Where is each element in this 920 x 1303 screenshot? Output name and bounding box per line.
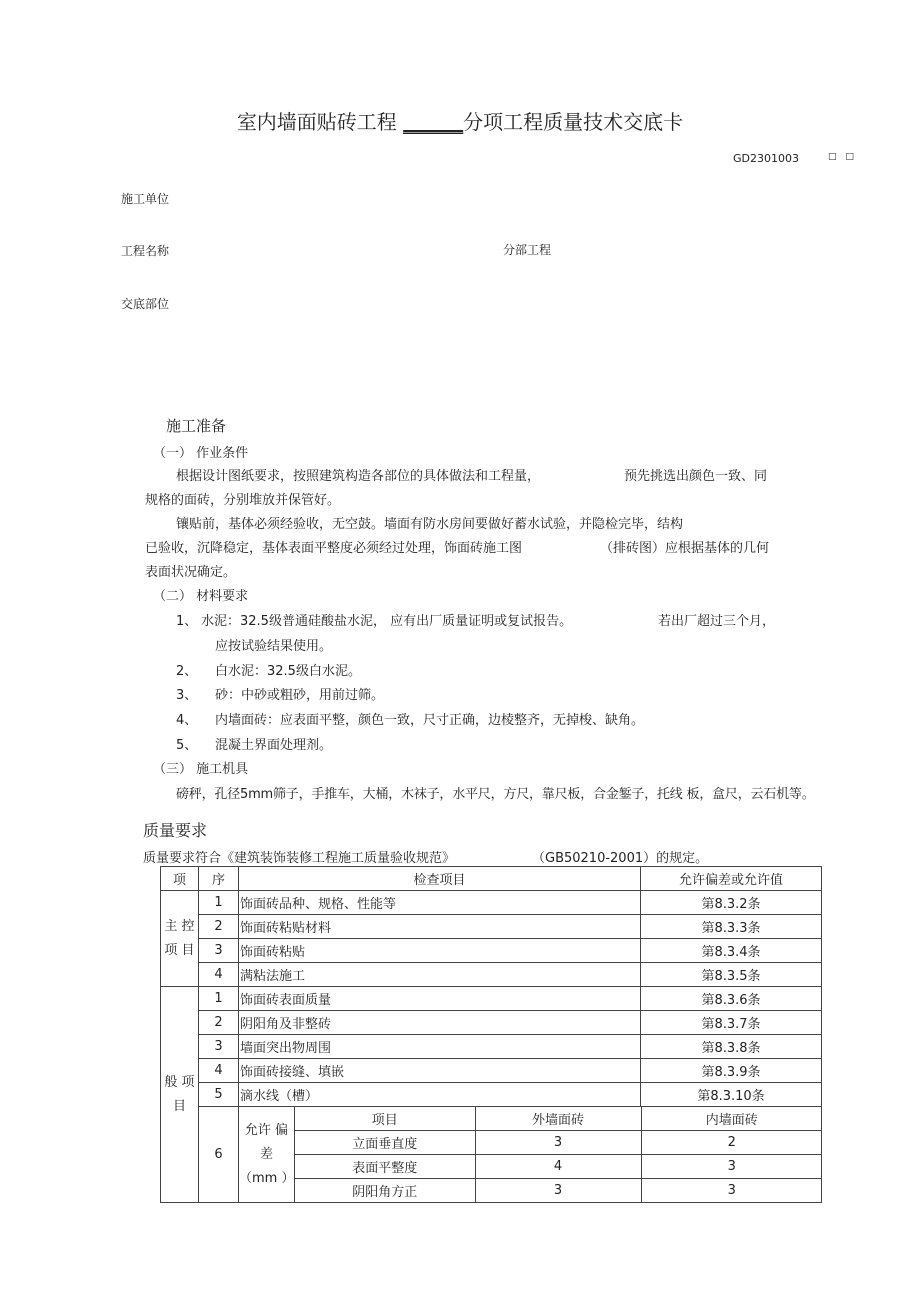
seq-cell: 4: [199, 963, 239, 987]
m3: 砂：中砂或粗砂，用前过筛。: [215, 688, 385, 703]
table-row: [161, 1011, 822, 1035]
tools-text: 磅秤，孔径5mm筛子，手推车，大桶，木袜子，水平尺，方尺，靠尺板，合金錾子，托线 板，盒尺，云石机等。: [176, 787, 815, 802]
item-cell: 饰面砖粘贴: [239, 939, 641, 963]
code-boxes: □ □: [828, 152, 857, 162]
item-cell: 阴阳角及非整砖: [239, 1011, 641, 1035]
m4-num: 4、: [176, 713, 198, 728]
project-label: 工程名称: [121, 244, 170, 258]
value-cell: 第8.3.9条: [641, 1059, 822, 1083]
seq-cell: 3: [199, 939, 239, 963]
m1-a: 水泥：32.5级普通硅酸盐水泥， 应有出厂质量证明或复试报告。: [201, 614, 573, 629]
general-category: 般 项 目: [161, 987, 199, 1203]
main-category: 主 控 项 目: [161, 891, 199, 987]
seq-cell: 6: [199, 1107, 239, 1203]
item-cell: 墙面突出物周围: [239, 1035, 641, 1059]
item-cell: 饰面砖接缝、填嵌: [239, 1059, 641, 1083]
s1-p1-b: 预先挑选出颜色一致、同: [624, 469, 768, 484]
prep-heading: 施工准备: [166, 417, 227, 435]
s1-heading: （一） 作业条件: [153, 446, 249, 461]
m3-num: 3、: [176, 688, 198, 703]
m1-b: 若出厂超过三个月，: [658, 614, 776, 629]
table-row: [161, 1083, 822, 1107]
title-prefix: 室内墙面贴砖工程: [236, 110, 397, 134]
m2: 白水泥：32.5级白水泥。: [215, 664, 361, 679]
s1-p1-c: 规格的面砖，分别堆放并保管好。: [145, 493, 341, 508]
doc-code: GD2301003: [733, 152, 799, 165]
s1-p2-d: 表面状况确定。: [145, 565, 237, 580]
value-cell: 第8.3.4条: [641, 939, 822, 963]
item-cell: 饰面砖粘贴材料: [239, 915, 641, 939]
tol-head-item: 项目: [295, 1107, 475, 1131]
value-cell: 第8.3.2条: [641, 891, 822, 915]
m2-num: 2、: [176, 664, 198, 679]
quality-intro-b: （GB50210-2001）的规定。: [532, 851, 709, 866]
table-row: [161, 963, 822, 987]
s3-heading: （三） 施工机具: [153, 762, 249, 777]
tolerance-data-row: [295, 1155, 822, 1179]
table-row: [161, 891, 822, 915]
tolerance-subtable-cell: [295, 1107, 822, 1203]
table-row: [161, 939, 822, 963]
quality-heading: 质量要求: [143, 821, 208, 840]
m1-c: 应按试验结果使用。: [215, 639, 333, 654]
item-cell: 饰面砖品种、规格、性能等: [239, 891, 641, 915]
tol-item: 立面垂直度: [295, 1131, 475, 1155]
s1-p1-a: 根据设计图纸要求，按照建筑构造各部位的具体做法和工程量，: [176, 469, 541, 484]
tolerance-data-row: [295, 1131, 822, 1155]
tolerance-header-row: [295, 1107, 822, 1131]
item-cell: 饰面砖表面质量: [239, 987, 641, 1011]
quality-intro-a: 质量要求符合《建筑装饰装修工程施工质量验收规范》: [143, 851, 456, 866]
tol-item: 表面平整度: [295, 1155, 475, 1179]
tolerance-subtable: [295, 1107, 822, 1202]
tol-int: 2: [641, 1131, 822, 1155]
seq-cell: 1: [199, 987, 239, 1011]
item-cell: 满粘法施工: [239, 963, 641, 987]
title-suffix: 分项工程质量技术交底卡: [463, 110, 684, 134]
tolerance-label: 允许 偏差 （mm ）: [239, 1107, 295, 1203]
subproject-label: 分部工程: [503, 243, 552, 257]
page-title: [0, 106, 920, 135]
tolerance-row: [161, 1107, 822, 1203]
seq-cell: 5: [199, 1083, 239, 1107]
s1-p2-b: 已验收，沉降稳定，基体表面平整度必须经过处理，饰面砖施工图: [145, 541, 523, 556]
seq-cell: 2: [199, 1011, 239, 1035]
tolerance-data-row: [295, 1179, 822, 1203]
s1-p2-c: （排砖图）应根据基体的几何: [600, 541, 770, 556]
m5-num: 5、: [176, 738, 198, 753]
tol-ext: 4: [475, 1155, 641, 1179]
value-cell: 第8.3.6条: [641, 987, 822, 1011]
col-seq-header: 序: [199, 867, 239, 891]
table-header-row: [161, 867, 822, 891]
m4: 内墙面砖：应表面平整，颜色一致，尺寸正确，边棱整齐，无掉梭、缺角。: [215, 713, 645, 728]
tol-head-ext: 外墙面砖: [475, 1107, 641, 1131]
tol-item: 阴阳角方正: [295, 1179, 475, 1203]
unit-label: 施工单位: [121, 192, 170, 206]
s1-p2-a: 镶贴前，基体必须经验收，无空鼓。墙面有防水房间要做好蓄水试验，并隐检完毕，结构: [176, 517, 684, 532]
value-cell: 第8.3.3条: [641, 915, 822, 939]
item-cell: 滴水线（槽）: [239, 1083, 641, 1107]
s2-heading: （二） 材料要求: [153, 589, 249, 604]
value-cell: 第8.3.8条: [641, 1035, 822, 1059]
value-cell: 第8.3.7条: [641, 1011, 822, 1035]
value-cell: 第8.3.5条: [641, 963, 822, 987]
tol-head-int: 内墙面砖: [641, 1107, 822, 1131]
tol-int: 3: [641, 1179, 822, 1203]
col-allow-header: 允许偏差或允许值: [641, 867, 822, 891]
seq-cell: 2: [199, 915, 239, 939]
tol-ext: 3: [475, 1131, 641, 1155]
m1-num: 1、: [176, 614, 198, 629]
table-row: [161, 915, 822, 939]
table-row: [161, 987, 822, 1011]
tol-ext: 3: [475, 1179, 641, 1203]
quality-table: [160, 866, 822, 1203]
tol-int: 3: [641, 1155, 822, 1179]
title-blank: ______: [403, 110, 464, 134]
seq-cell: 1: [199, 891, 239, 915]
seq-cell: 3: [199, 1035, 239, 1059]
table-row: [161, 1059, 822, 1083]
m5: 混凝土界面处理剂。: [215, 738, 333, 753]
seq-cell: 4: [199, 1059, 239, 1083]
part-label: 交底部位: [121, 297, 170, 311]
col-check-header: 检查项目: [239, 867, 641, 891]
col-item-header: 项: [161, 867, 199, 891]
value-cell: 第8.3.10条: [641, 1083, 822, 1107]
table-row: [161, 1035, 822, 1059]
